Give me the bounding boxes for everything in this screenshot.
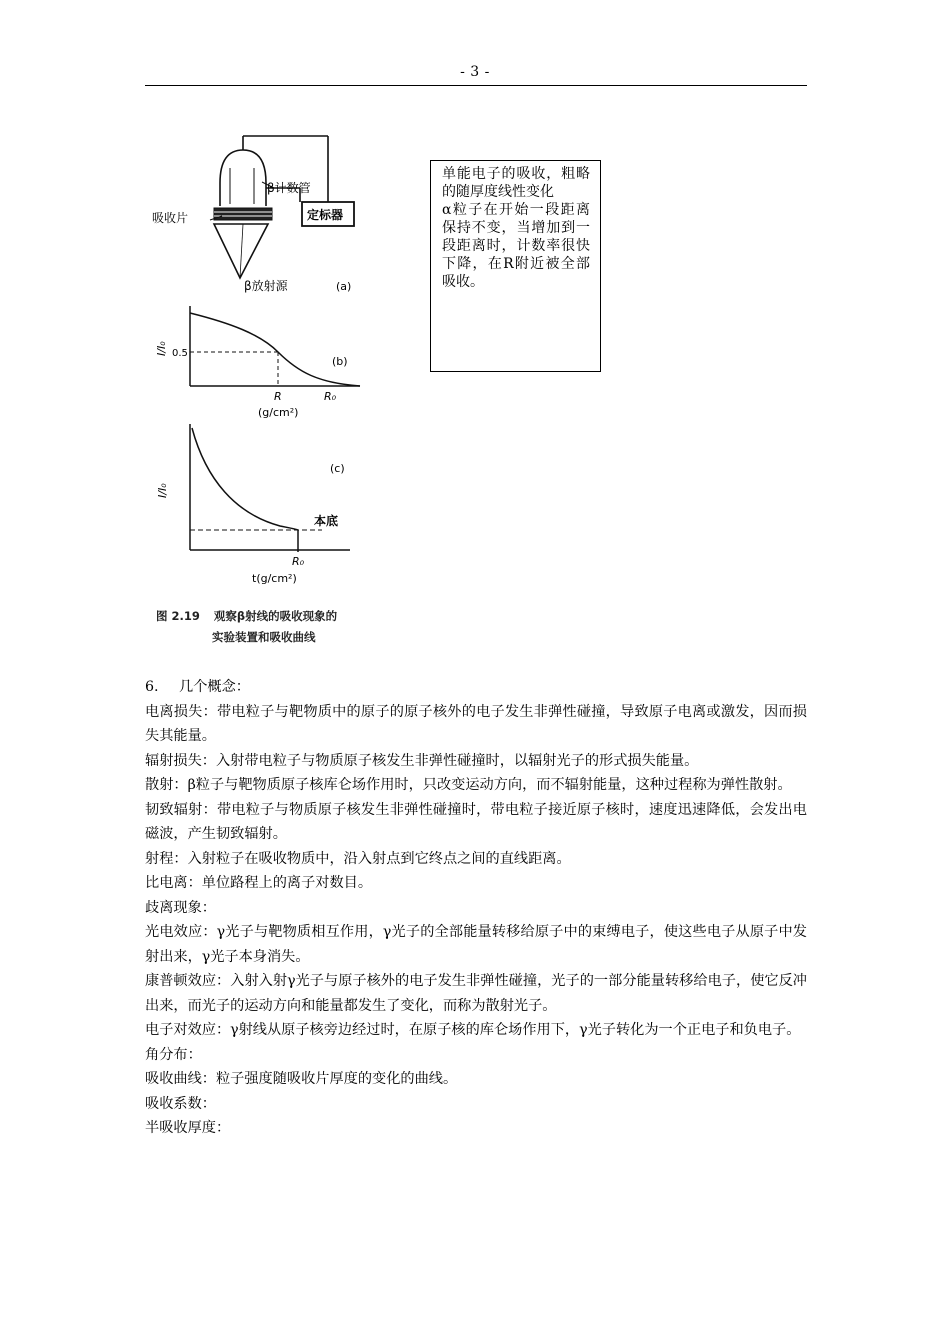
counter-tube <box>220 150 266 206</box>
curve-b-x-unit: (g/cm²) <box>258 406 299 419</box>
curve-c-y-axis: I/I₀ <box>156 483 169 498</box>
absorber-label: 吸收片 <box>152 211 189 225</box>
caption-line-1: 观察β射线的吸收现象的 <box>213 609 338 623</box>
note-line-2: α粒子在开始一段距离保持不变，当增加到一段距离时，计数率很快下降，在R附近被全部吸收。 <box>442 202 590 290</box>
header-rule <box>145 85 807 86</box>
apparatus-diagram <box>210 136 354 278</box>
concept-specific-ionization: 比电离：单位路程上的离子对数目。 <box>145 875 373 891</box>
caption-number: 图 2.19 <box>156 609 200 623</box>
note-box <box>430 160 601 372</box>
source-cone <box>214 224 268 278</box>
tick-0-5: 0.5 <box>172 348 188 359</box>
page-number: - 3 - <box>460 64 490 80</box>
concept-angular-distribution: 角分布： <box>145 1046 202 1063</box>
note-line-1: 单能电子的吸收，粗略的随厚度线性变化 <box>442 166 590 200</box>
figure-caption <box>156 606 396 648</box>
counter-tube-label: β计数管 <box>267 181 311 195</box>
figure-2-19 <box>150 128 390 658</box>
absorber-plates <box>214 208 272 220</box>
concept-compton: 康普顿效应：入射入射γ光子与原子核外的电子发生非弹性碰撞，光子的一部分能量转移给电子，使它反冲出来，而光子的运动方向和能量都发生了变化，而称为散射光子。 <box>145 973 807 1014</box>
curve-b-y-axis: I/I₀ <box>155 341 168 356</box>
background-label: 本底 <box>314 514 339 528</box>
section-title: 几个概念： <box>179 679 250 695</box>
panel-b-label: (b) <box>332 355 348 368</box>
panel-a-label: (a) <box>336 280 352 293</box>
concept-straggling: 歧离现象： <box>145 899 216 916</box>
concept-absorption-coefficient: 吸收系数： <box>145 1095 216 1112</box>
concept-pair-production: 电子对效应：γ射线从原子核旁边经过时，在原子核的库仑场作用下，γ光子转化为一个正电子和负电子。 <box>145 1022 801 1038</box>
curve-c-x-axis: t(g/cm²) <box>252 572 297 585</box>
concept-ionization-loss: 电离损失：带电粒子与靶物质中的原子的原子核外的电子发生非弹性碰撞，导致原子电离或激发，因而损失其能量。 <box>145 703 807 744</box>
tick-r0: R₀ <box>324 390 337 403</box>
concept-radiation-loss: 辐射损失：入射带电粒子与物质原子核发生非弹性碰撞时，以辐射光子的形式损失能量。 <box>145 752 699 769</box>
caption-line-2: 实验装置和吸收曲线 <box>212 630 316 644</box>
concept-absorption-curve: 吸收曲线：粒子强度随吸收片厚度的变化的曲线。 <box>145 1071 458 1087</box>
curve-b <box>190 306 360 386</box>
curve-b-line <box>190 313 360 386</box>
source-label: β放射源 <box>244 279 288 293</box>
tick-r: R <box>274 390 282 403</box>
curve-c-line <box>192 428 298 530</box>
concept-photoelectric: 光电效应：γ光子与靶物质相互作用，γ光子的全部能量转移给原子中的束缚电子，使这些电子从原子中发射出来，γ光子本身消失。 <box>145 924 807 965</box>
curve-c <box>190 424 350 552</box>
section-number: 6. <box>145 679 159 695</box>
concept-bremsstrahlung: 韧致辐射：带电粒子与物质原子核发生非弹性碰撞时，带电粒子接近原子核时，速度迅速降低，会发出电磁波，产生韧致辐射。 <box>145 801 807 842</box>
panel-c-label: (c) <box>330 462 345 475</box>
scaler-label: 定标器 <box>307 208 344 222</box>
concept-scattering: 散射：β粒子与靶物质原子核库仑场作用时，只改变运动方向，而不辐射能量，这种过程称为弹性散射。 <box>145 777 792 793</box>
tick-r0-c: R₀ <box>292 555 305 568</box>
concept-half-thickness: 半吸收厚度： <box>145 1120 231 1136</box>
concept-range: 射程：入射粒子在吸收物质中，沿入射点到它终点之间的直线距离。 <box>145 850 571 867</box>
section-heading <box>145 675 807 700</box>
concepts-section <box>145 675 807 1141</box>
beta-absorption-figure <box>150 128 390 608</box>
